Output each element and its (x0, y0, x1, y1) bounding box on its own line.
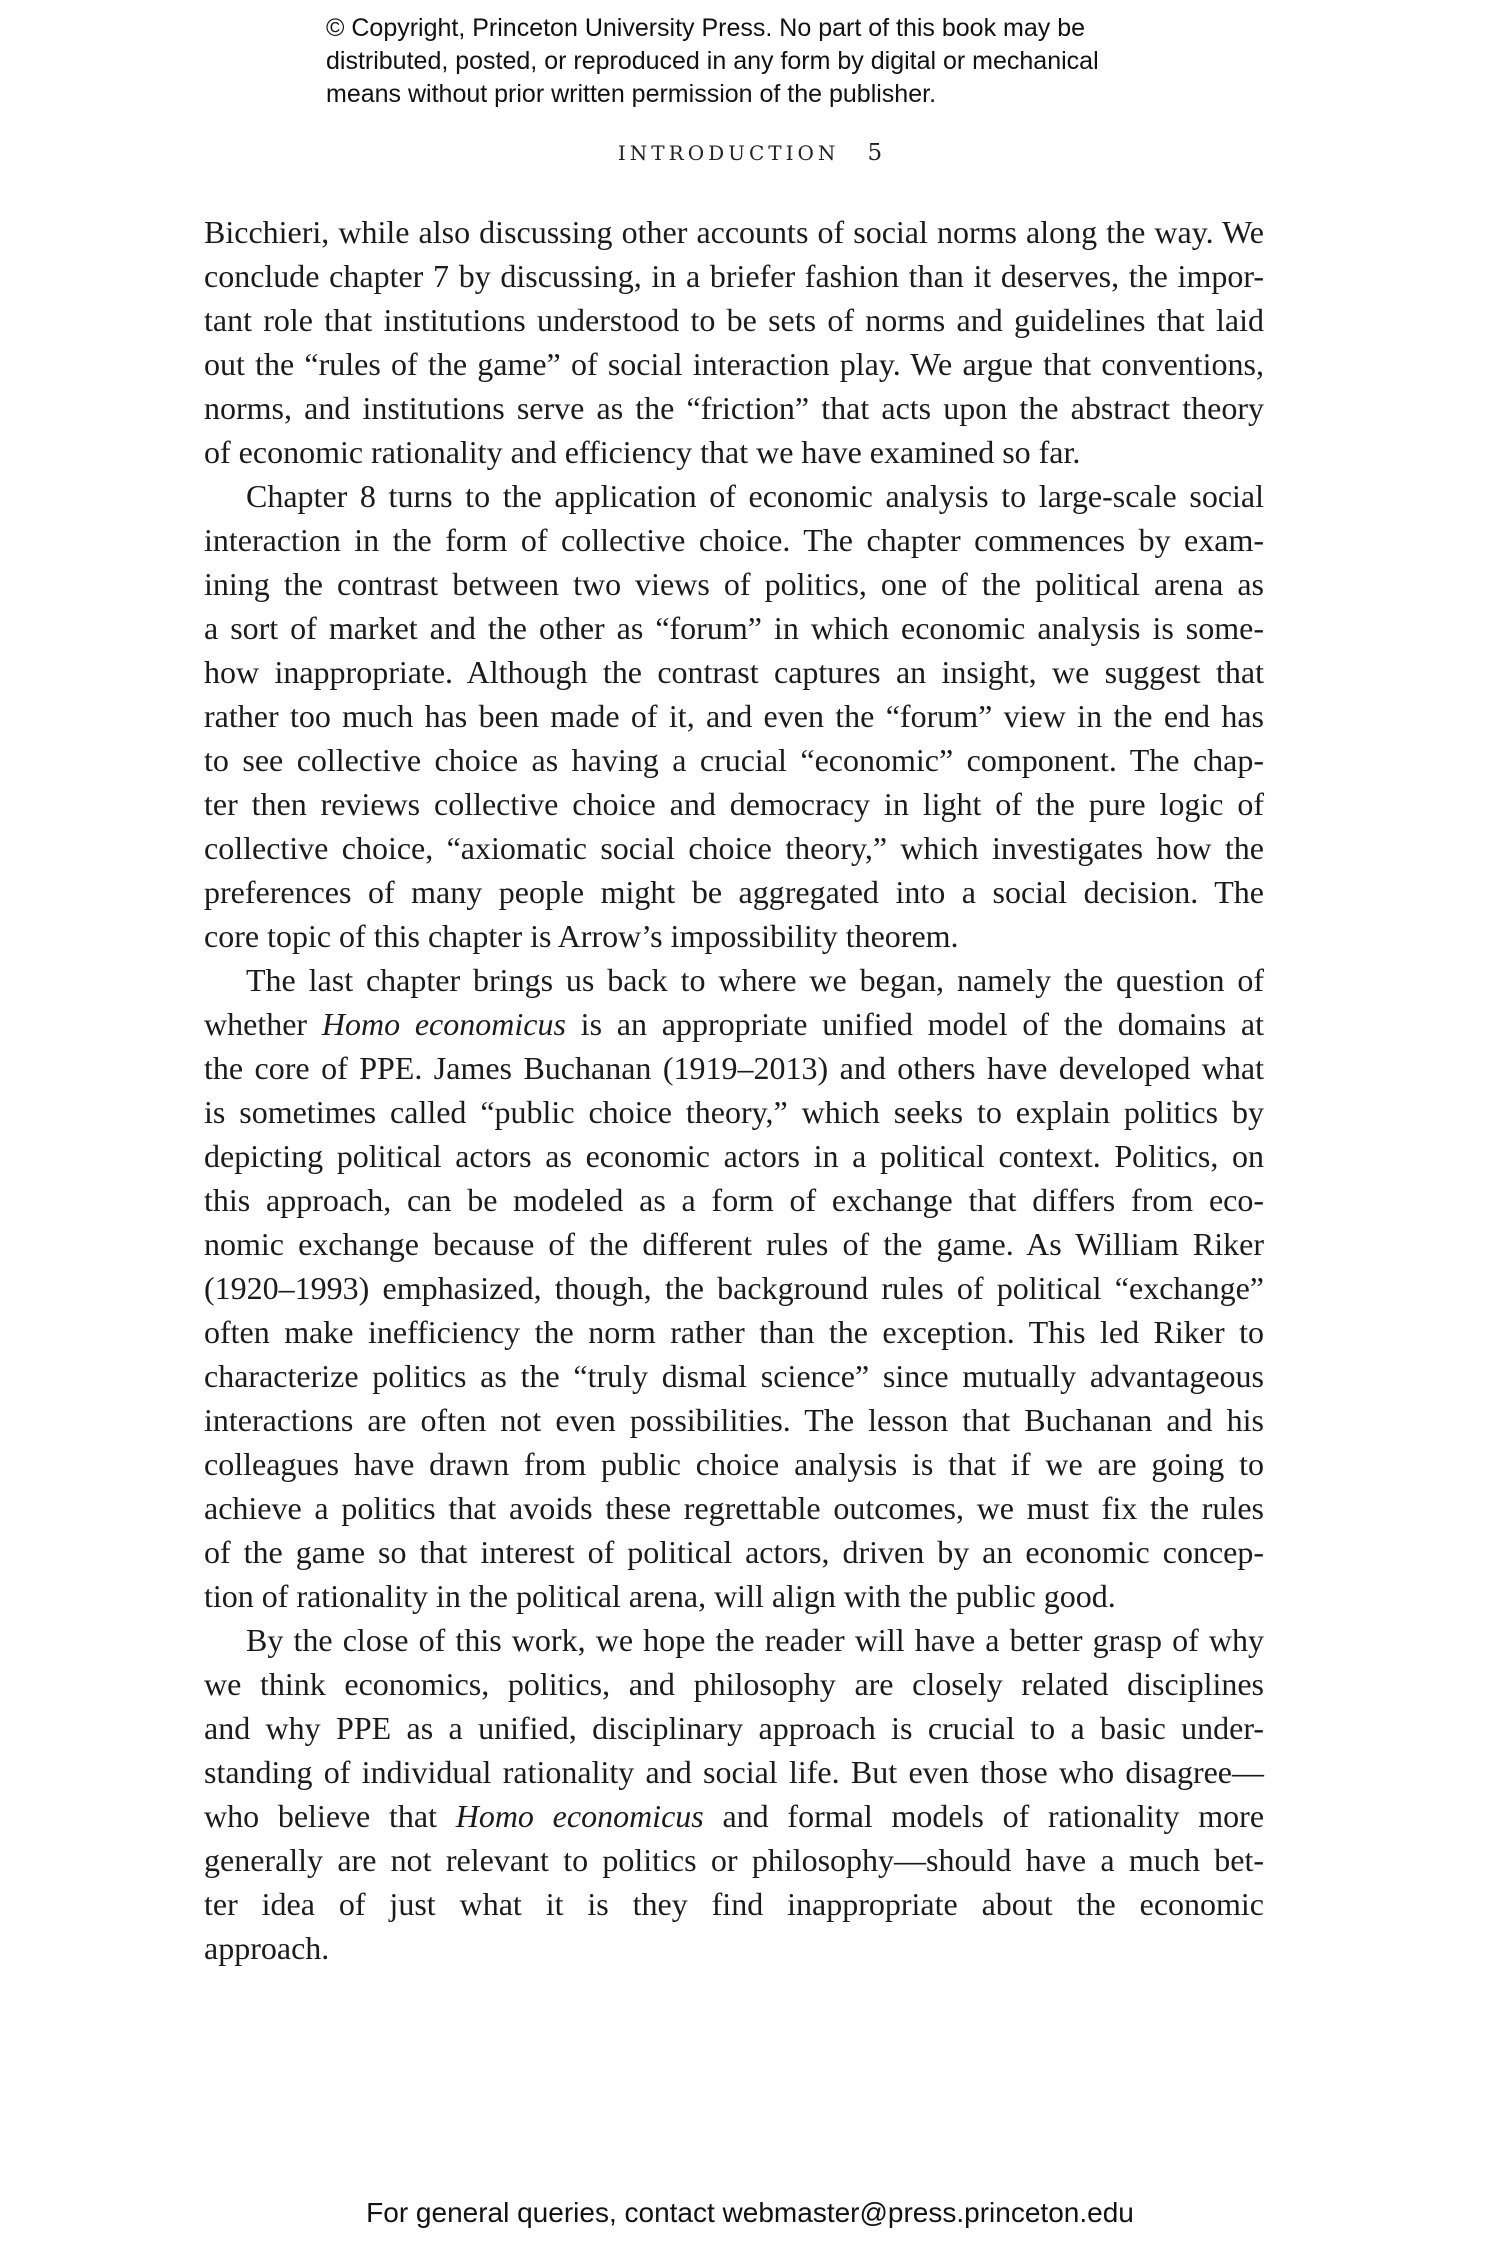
text-segment: conclude chapter 7 by discussing, in a briefer fashion than it deserves, the impor- (204, 258, 1264, 294)
text-line (204, 1442, 1264, 1486)
page-number: 5 (867, 140, 883, 166)
italic-term: Homo economicus (455, 1798, 704, 1834)
text-segment: colleagues have drawn from public choice analysis is that if we are going to (204, 1446, 1264, 1482)
text-line (204, 650, 1264, 694)
footer-contact: For general queries, contact webmaster@press.princeton.edu (366, 2197, 1134, 2228)
text-segment: of the game so that interest of political actors, driven by an economic concep- (204, 1534, 1264, 1570)
text-segment: often make inefficiency the norm rather than the exception. This led Riker to (204, 1314, 1264, 1350)
text-line (204, 342, 1264, 386)
text-segment: and why PPE as a unified, disciplinary approach is crucial to a basic under- (204, 1710, 1264, 1746)
copyright-notice (326, 12, 1226, 111)
text-line (204, 1662, 1264, 1706)
italic-term: Homo economicus (321, 1006, 566, 1042)
copyright-line: © Copyright, Princeton University Press. No part of this book may be (326, 14, 1086, 42)
text-segment: of economic rationality and efficiency that we have examined so far. (204, 434, 1081, 470)
text-line (204, 958, 1264, 1002)
text-segment: how inappropriate. Although the contrast captures an insight, we suggest that (204, 654, 1264, 690)
text-segment: a sort of market and the other as “forum” in which economic analysis is some- (204, 610, 1264, 646)
text-segment: standing of individual rationality and social life. But even those who disagree— (204, 1754, 1264, 1790)
running-head (0, 140, 1500, 166)
text-line (204, 1134, 1264, 1178)
text-line (204, 870, 1264, 914)
text-segment: ining the contrast between two views of politics, one of the political arena as (204, 566, 1264, 602)
text-line (204, 1706, 1264, 1750)
body-text (204, 210, 1264, 1970)
text-line (204, 1266, 1264, 1310)
copyright-line: distributed, posted, or reproduced in any form by digital or mechanical (326, 47, 1099, 75)
text-segment: depicting political actors as economic actors in a political context. Politics, on (204, 1138, 1264, 1174)
text-segment: collective choice, “axiomatic social choice theory,” which investigates how the (204, 830, 1264, 866)
text-line (204, 694, 1264, 738)
text-segment: characterize politics as the “truly dismal science” since mutually advantageous (204, 1358, 1264, 1394)
text-segment: nomic exchange because of the different rules of the game. As William Riker (204, 1226, 1264, 1262)
text-segment: and formal models of rationality more (703, 1798, 1265, 1834)
text-line (204, 1310, 1264, 1354)
text-line (204, 210, 1264, 254)
text-line (204, 1838, 1264, 1882)
text-segment: norms, and institutions serve as the “friction” that acts upon the abstract theory (204, 390, 1264, 426)
text-line (204, 386, 1264, 430)
text-line (204, 1222, 1264, 1266)
text-segment: is an appropriate unified model of the domains at (565, 1006, 1265, 1042)
text-segment: The last chapter brings us back to where we began, namely the question of (246, 962, 1264, 998)
text-line (204, 1354, 1264, 1398)
text-segment: who believe that (204, 1798, 456, 1834)
text-line (204, 1750, 1264, 1794)
text-segment: this approach, can be modeled as a form of exchange that differs from eco- (204, 1182, 1264, 1218)
text-segment: the core of PPE. James Buchanan (1919–2013) and others have developed what (204, 1050, 1264, 1086)
text-line (204, 474, 1264, 518)
text-line (204, 1486, 1264, 1530)
text-segment: approach. (204, 1930, 330, 1966)
text-line (204, 430, 1264, 474)
text-segment: we think economics, politics, and philosophy are closely related disciplines (204, 1666, 1264, 1702)
text-line (204, 1574, 1264, 1618)
text-segment: generally are not relevant to politics or philosophy—should have a much bet- (204, 1842, 1264, 1878)
text-line (204, 1046, 1264, 1090)
text-line (204, 826, 1264, 870)
text-line (204, 1178, 1264, 1222)
text-line (204, 1002, 1264, 1046)
text-line (204, 1794, 1264, 1838)
text-line (204, 562, 1264, 606)
text-line (204, 1882, 1264, 1926)
text-line (204, 1090, 1264, 1134)
text-line (204, 1398, 1264, 1442)
text-segment: rather too much has been made of it, and even the “forum” view in the end has (204, 698, 1264, 734)
text-line (204, 518, 1264, 562)
text-line (204, 782, 1264, 826)
text-segment: to see collective choice as having a crucial “economic” component. The chap- (204, 742, 1264, 778)
text-segment: core topic of this chapter is Arrow’s impossibility theorem. (204, 918, 959, 954)
text-line (204, 1926, 1264, 1970)
text-segment: is sometimes called “public choice theory,” which seeks to explain politics by (204, 1094, 1264, 1130)
text-segment: Bicchieri, while also discussing other accounts of social norms along the way. We (204, 214, 1264, 250)
text-line (204, 914, 1264, 958)
text-line (204, 738, 1264, 782)
running-head-title: INTRODUCTION (617, 141, 840, 165)
text-segment: ter then reviews collective choice and democracy in light of the pure logic of (204, 786, 1264, 822)
text-segment: achieve a politics that avoids these regrettable outcomes, we must fix the rules (204, 1490, 1264, 1526)
text-segment: interactions are often not even possibilities. The lesson that Buchanan and his (204, 1402, 1264, 1438)
text-line (204, 1530, 1264, 1574)
text-line (204, 1618, 1264, 1662)
text-line (204, 606, 1264, 650)
text-segment: tion of rationality in the political arena, will align with the public good. (204, 1578, 1116, 1614)
text-segment: preferences of many people might be aggregated into a social decision. The (204, 874, 1264, 910)
text-segment: (1920–1993) emphasized, though, the background rules of political “exchange” (204, 1270, 1264, 1306)
text-segment: tant role that institutions understood to be sets of norms and guidelines that laid (204, 302, 1264, 338)
copyright-line: means without prior written permission of the publisher. (326, 80, 937, 108)
text-segment: out the “rules of the game” of social interaction play. We argue that conventions, (204, 346, 1264, 382)
text-segment: By the close of this work, we hope the reader will have a better grasp of why (246, 1622, 1264, 1658)
text-segment: whether (204, 1006, 322, 1042)
text-line (204, 298, 1264, 342)
text-segment: ter idea of just what it is they find inappropriate about the economic (204, 1886, 1264, 1922)
text-segment: Chapter 8 turns to the application of economic analysis to large-scale social (246, 478, 1264, 514)
text-segment: interaction in the form of collective choice. The chapter commences by exam- (204, 522, 1264, 558)
text-line (204, 254, 1264, 298)
